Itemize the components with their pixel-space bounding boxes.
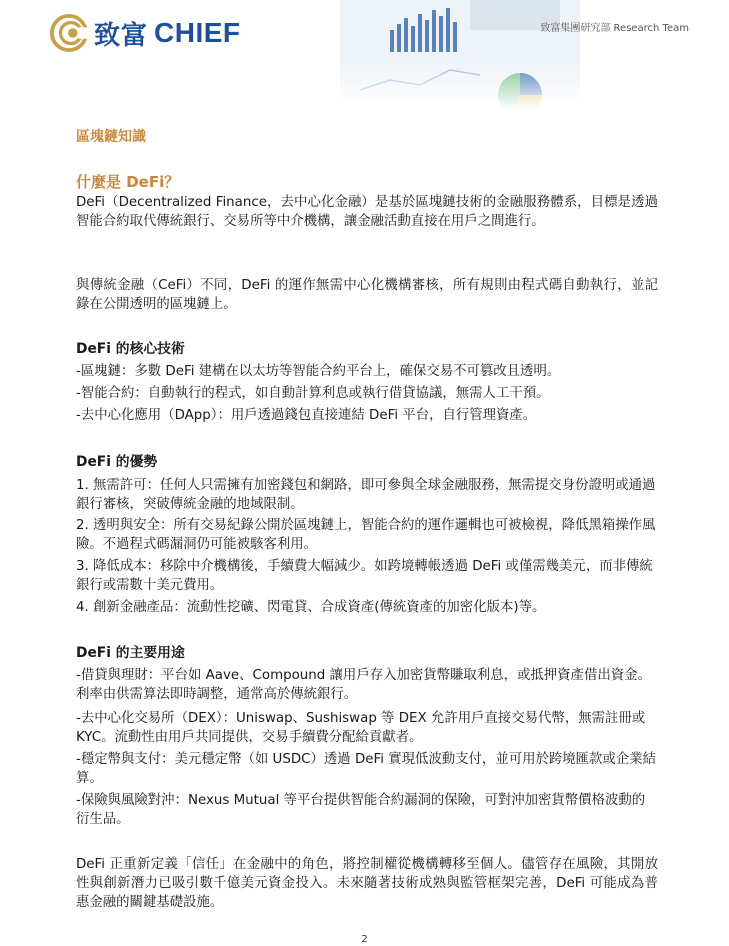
- advantage-item: 1. 無需許可：任何人只需擁有加密錢包和網路，即可參與全球金融服務，無需提交身份證明或通過銀行審核，突破傳統金融的地域限制。: [76, 478, 656, 512]
- uses-heading: DeFi 的主要用途: [76, 645, 185, 661]
- advantage-item: 4. 創新金融產品：流動性挖礦、閃電貸、合成資產(傳統資產的加密化版本)等。: [76, 600, 546, 615]
- page-number: 2: [361, 934, 368, 945]
- core-tech-item: -區塊鏈：多數 DeFi 建構在以太坊等智能合約平台上，確保交易不可篡改且透明。: [76, 364, 561, 379]
- what-is-defi-heading: 什麼是 DeFi？: [76, 173, 180, 191]
- use-item: -借貸與理財：平台如 Aave、Compound 讓用戶存入加密貨幣賺取利息，或抵押資產借出資金。利率由供需算法即時調整，通常高於傳統銀行。: [76, 668, 651, 702]
- research-team-label: 致富集團研究部 Research Team: [540, 23, 689, 34]
- section-title: 區塊鏈知識: [76, 129, 146, 145]
- advantage-item: 2. 透明與安全：所有交易紀錄公開於區塊鏈上，智能合約的運作邏輯也可被檢視，降低黑箱操作風險。不過程式碼漏洞仍可能被駭客利用。: [76, 518, 656, 552]
- what-is-defi-paragraph-1: DeFi（Decentralized Finance，去中心化金融）是基於區塊鏈技術的金融服務體系，目標是透過智能合約取代傳統銀行、交易所等中介機構，讓金融活動直接在用戶之間進行。: [76, 195, 658, 229]
- chief-logo: [50, 14, 241, 52]
- conclusion-paragraph: DeFi 正重新定義「信任」在金融中的角色，將控制權從機構轉移至個人。儘管存在風險，其開放性與創新潛力已吸引數千億美元資金投入。未來隨著技術成熟與監管框架完善，DeFi 可能成為普惠金融的關鍵基礎設施。: [76, 857, 658, 910]
- use-item: -去中心化交易所（DEX）：Uniswap、Sushiswap 等 DEX 允許用戶直接交易代幣，無需註冊或 KYC。流動性由用戶共同提供，交易手續費分配給貢獻者。: [76, 711, 646, 745]
- logo-swirl-icon: [50, 14, 88, 52]
- page-header: [0, 0, 729, 110]
- core-tech-item: -智能合約：自動執行的程式，如自動計算利息或執行借貸協議，無需人工干預。: [76, 386, 550, 401]
- advantages-heading: DeFi 的優勢: [76, 454, 158, 470]
- advantage-item: 3. 降低成本：移除中介機構後，手續費大幅減少。如跨境轉帳透過 DeFi 或僅需幾美元，而非傳統銀行或需數十美元費用。: [76, 559, 653, 593]
- core-tech-heading: DeFi 的核心技術: [76, 341, 185, 357]
- what-is-defi-paragraph-2: 與傳統金融（CeFi）不同，DeFi 的運作無需中心化機構審核，所有規則由程式碼自動執行，並記錄在公開透明的區塊鏈上。: [76, 278, 658, 312]
- logo-text-english: CHIEF: [154, 17, 241, 48]
- logo-text-chinese: 致富: [94, 20, 149, 51]
- use-item: -保險與風險對沖：Nexus Mutual 等平台提供智能合約漏洞的保險，可對沖加密貨幣價格波動的衍生品。: [76, 793, 646, 827]
- core-tech-item: -去中心化應用（DApp）：用戶透過錢包直接連結 DeFi 平台，自行管理資產。: [76, 408, 537, 423]
- header-chart-decoration: [320, 0, 580, 110]
- use-item: -穩定幣與支付：美元穩定幣（如 USDC）透過 DeFi 實現低波動支付，並可用於跨境匯款或企業結算。: [76, 752, 657, 786]
